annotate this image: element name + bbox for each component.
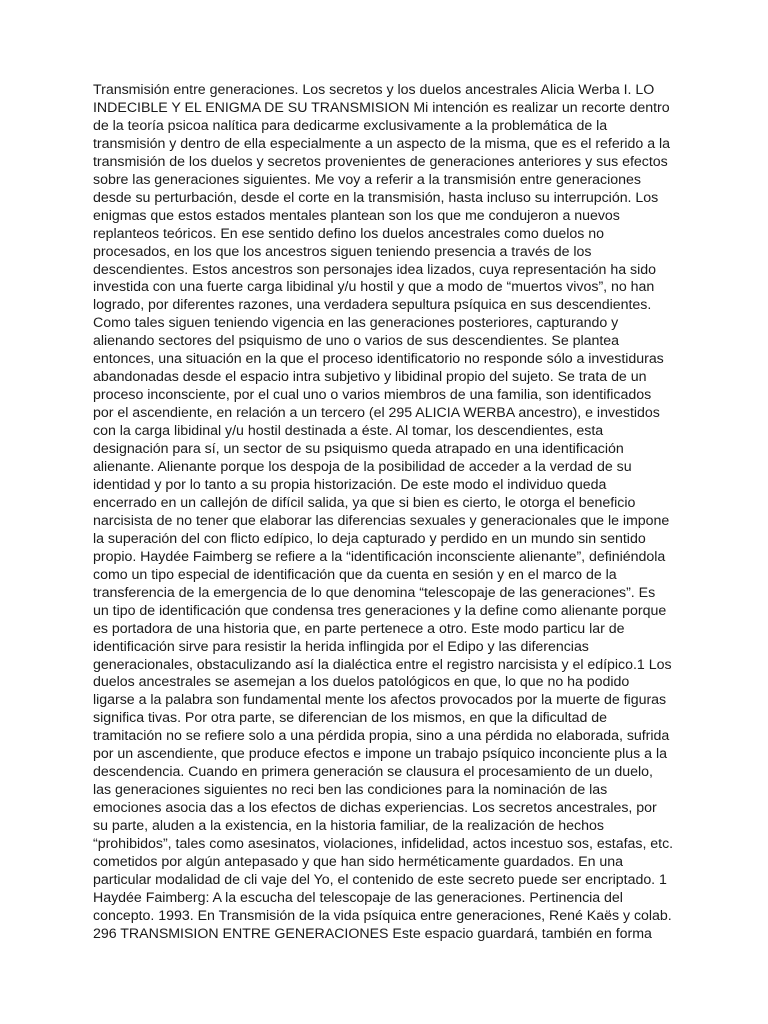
- text-line: las generaciones siguientes no reci ben las condiciones para la nominación de las: [93, 782, 608, 799]
- text-line: descendientes. Estos ancestros son personajes idea lizados, cuya representación ha sido: [93, 261, 656, 278]
- text-line: procesados, en los que los ancestros siguen teniendo presencia a través de los: [93, 243, 592, 260]
- text-line: Como tales siguen teniendo vigencia en las generaciones posteriores, capturando y: [93, 315, 619, 332]
- text-line: por el ascendiente, en relación a un tercero (el 295 ALICIA WERBA ancestro), e investidos: [93, 405, 660, 422]
- text-line: enigmas que estos estados mentales plantean son los que me condujeron a nuevos: [93, 207, 620, 224]
- text-line: replanteos teóricos. En ese sentido defino los duelos ancestrales como duelos no: [93, 225, 605, 242]
- text-line: encerrado en un callejón de difícil salida, ya que si bien es cierto, le otorga el beneficio: [93, 494, 636, 511]
- text-line: un tipo de identificación que condensa tres generaciones y la define como alienante porque: [93, 602, 667, 619]
- text-line: Transmisión entre generaciones. Los secretos y los duelos ancestrales Alicia Werba I. LO: [93, 82, 655, 98]
- text-line: designación para sí, un sector de su psiquismo queda atrapado en una identificación: [93, 441, 624, 458]
- text-line: “prohibidos”, tales como asesinatos, violaciones, infidelidad, actos incestuo sos, estafas, etc.: [93, 836, 674, 853]
- text-line: como un tipo especial de identificación que da cuenta en sesión y en el marco de la: [93, 566, 617, 583]
- text-line: cometidos por algún antepasado y que han sido herméticamente guardados. En una: [93, 853, 624, 870]
- text-line: narcisista de no tener que elaborar las diferencias sexuales y generacionales que le impone: [93, 512, 670, 529]
- text-line: alienante. Alienante porque los despoja de la posibilidad de acceder a la verdad de su: [93, 459, 632, 476]
- text-line: de la teoría psicoa nalítica para dedicarme exclusivamente a la problemática de la: [93, 117, 608, 134]
- text-line: propio. Haydée Faimberg se refiere a la “identificación inconsciente alienante”, definiéndola: [93, 548, 666, 565]
- text-line: alienando sectores del psiquismo de uno o varios de sus descendientes. Se plantea: [93, 333, 620, 350]
- text-line: particular modalidad de cli vaje del Yo, el contenido de este secreto puede ser encriptado. 1: [93, 871, 667, 888]
- text-line: 296 TRANSMISION ENTRE GENERACIONES Este espacio guardará, también en forma: [93, 925, 652, 942]
- text-line: identificación sirve para resistir la herida inflingida por el Edipo y las diferencias: [93, 638, 589, 655]
- text-line: transferencia de la emergencia de lo que denomina “telescopaje de las generaciones”. Es: [93, 584, 656, 601]
- text-line: tramitación no se refiere solo a una pérdida propia, sino a una pérdida no elaborada, sufrida: [93, 728, 670, 745]
- text-line: logrado, por diferentes razones, una verdadera sepultura psíquica en sus descendientes.: [93, 297, 652, 314]
- text-line: sobre las generaciones siguientes. Me voy a referir a la transmisión entre generaciones: [93, 171, 641, 188]
- text-line: transmisión de los duelos y secretos provenientes de generaciones anteriores y sus efectos: [93, 153, 668, 170]
- text-line: desde su perturbación, desde el corte en la transmisión, hasta incluso su interrupción. Los: [93, 189, 659, 206]
- text-line: concepto. 1993. En Transmisión de la vida psíquica entre generaciones, René Kaës y colab.: [93, 907, 672, 924]
- text-line: emociones asocia das a los efectos de dichas experiencias. Los secretos ancestrales, por: [93, 800, 657, 817]
- text-line: duelos ancestrales se asemejan a los duelos patológicos en que, lo que no ha podido: [93, 674, 630, 691]
- text-line: generacionales, obstaculizando así la dialéctica entre el registro narcisista y el edípico.1 Los: [93, 656, 672, 673]
- document-body-text: [93, 82, 679, 944]
- text-line: proceso inconsciente, por el cual uno o varios miembros de una familia, son identificados: [93, 387, 652, 404]
- text-line: INDECIBLE Y EL ENIGMA DE SU TRANSMISION Mi intención es realizar un recorte dentro: [93, 99, 670, 116]
- text-line: es portadora de una historia que, en parte pertenece a otro. Este modo particu lar de: [93, 620, 625, 637]
- text-line: transmisión y dentro de ella especialmente a un aspecto de la misma, que es el referido a la: [93, 135, 671, 152]
- text-line: significa tivas. Por otra parte, se diferencian de los mismos, en que la dificultad de: [93, 710, 608, 727]
- text-line: Haydée Faimberg: A la escucha del telescopaje de las generaciones. Pertinencia del: [93, 889, 623, 906]
- text-line: ligarse a la palabra son fundamental mente los afectos provocados por la muerte de figuras: [93, 692, 667, 709]
- text-line: investida con una fuerte carga libidinal y/u hostil y que a modo de “muertos vivos”, no han: [93, 279, 655, 296]
- text-line: por un ascendiente, que produce efectos e impone un trabajo psíquico inconciente plus a la: [93, 746, 667, 763]
- text-line: abandonadas desde el espacio intra subjetivo y libidinal propio del sujeto. Se trata de un: [93, 369, 647, 386]
- text-line: su parte, aluden a la existencia, en la historia familiar, de la realización de hechos: [93, 818, 604, 835]
- text-line: identidad y por lo tanto a su propia historización. De este modo el individuo queda: [93, 476, 607, 493]
- text-line: entonces, una situación en la que el proceso identificatorio no responde sólo a investiduras: [93, 351, 664, 368]
- text-line: la superación del con flicto edípico, lo deja capturado y perdido en un mundo sin sentido: [93, 530, 646, 547]
- text-line: con la carga libidinal y/u hostil destinada a éste. Al tomar, los descendientes, esta: [93, 423, 604, 440]
- text-line: descendencia. Cuando en primera generación se clausura el procesamiento de un duelo,: [93, 764, 653, 781]
